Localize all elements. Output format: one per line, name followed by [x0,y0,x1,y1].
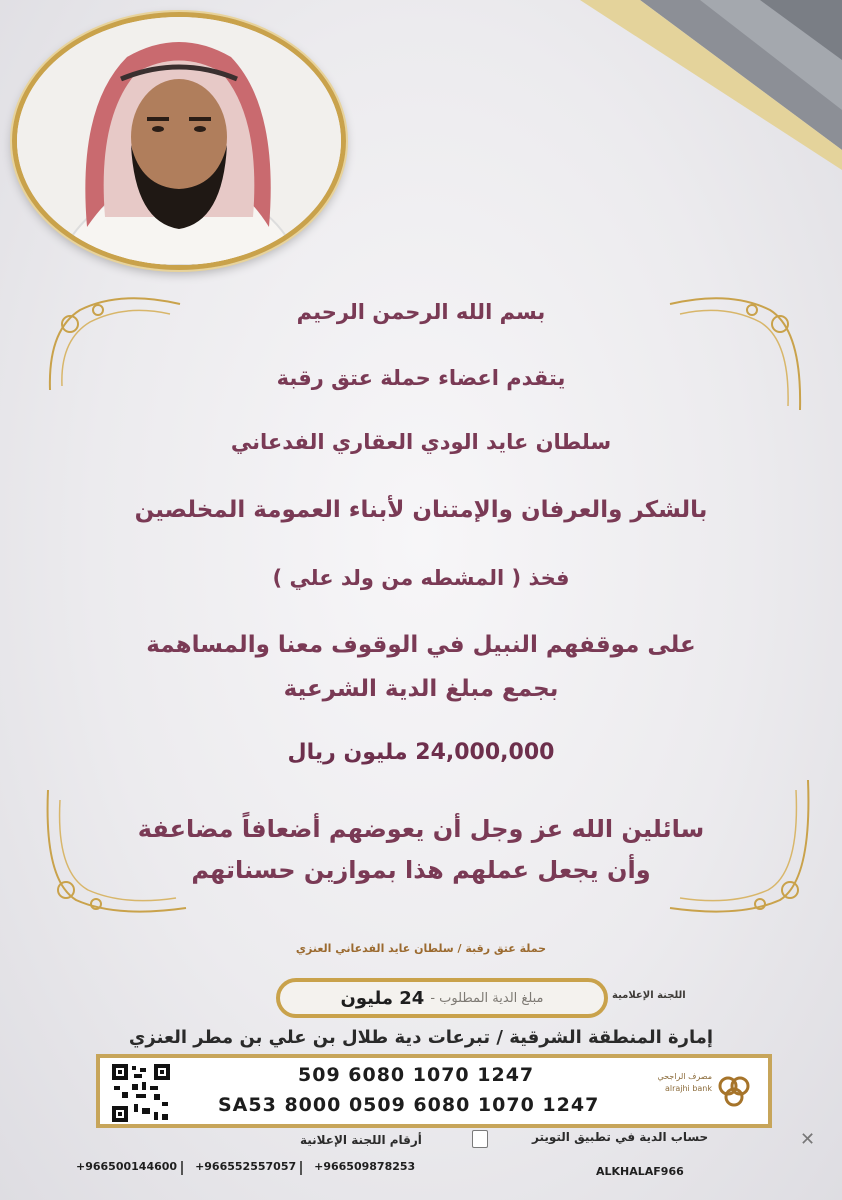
divider [300,1161,310,1175]
clan-line: فخذ ( المشطه من ولد علي ) [272,566,570,590]
divider [181,1161,191,1175]
stance-line-2: بجمع مبلغ الدية الشرعية [283,676,559,702]
media-committee-label: اللجنة الإعلامية [612,990,686,1001]
bank-account-box [96,1054,772,1128]
campaign-credit: حملة عتق رقبة / سلطان عايد الفدعاني العنزي [295,942,547,955]
qr-code-icon[interactable] [112,1064,170,1122]
required-amount-pill [276,978,608,1018]
ads-numbers-label: أرقام اللجنة الإعلانية [300,1133,422,1147]
twitter-account-label: حساب الدية في تطبيق التويتر [532,1130,709,1144]
thanks-line: بالشكر والعرفان والإمتنان لأبناء العمومة المخلصين [134,497,708,523]
account-number: 509 6080 1070 1247 [298,1064,535,1086]
account-title: إمارة المنطقة الشرقية / تبرعات دية طلال بن علي بن مطر العنزي [128,1027,714,1048]
bank-name-arabic: مصرف الراجحي [657,1072,712,1081]
honoree-name: سلطان عايد الودي العقاري الفدعاني [230,430,612,454]
prayer-line-2: وأن يجعل عملهم هذا بموازين حسناتهم [191,856,651,884]
required-amount-value: 24 مليون [340,987,425,1009]
phone-number[interactable]: +966509878253 [314,1160,416,1173]
portrait-photo [12,12,346,270]
stance-line-1: على موقفهم النبيل في الوقوف معنا والمساهمة [146,632,696,658]
bank-name-english: alrajhi bank [664,1084,712,1093]
bismillah-heading: بسم الله الرحمن الرحيم [296,300,546,324]
phone-number[interactable]: +966552557057 [195,1160,297,1173]
iban-number: SA53 8000 0509 6080 1070 1247 [218,1094,600,1116]
ornament-bottom-left [36,780,196,920]
phone-number[interactable]: +966500144600 [76,1160,178,1173]
presenters-line: يتقدم اعضاء حملة عتق رقبة [276,366,566,390]
required-amount-label: مبلغ الدية المطلوب - [430,990,544,1006]
amount-line: 24,000,000 مليون ريال [287,740,555,765]
prayer-line-1: سائلين الله عز وجل أن يعوضهم أضعافاً مضاعفة [137,815,705,843]
x-icon[interactable]: ✕ [800,1129,816,1150]
twitter-handle[interactable]: ALKHALAF966 [596,1165,684,1178]
ornament-bottom-right [660,770,820,920]
document-icon [472,1130,488,1148]
phone-numbers [72,1160,419,1175]
